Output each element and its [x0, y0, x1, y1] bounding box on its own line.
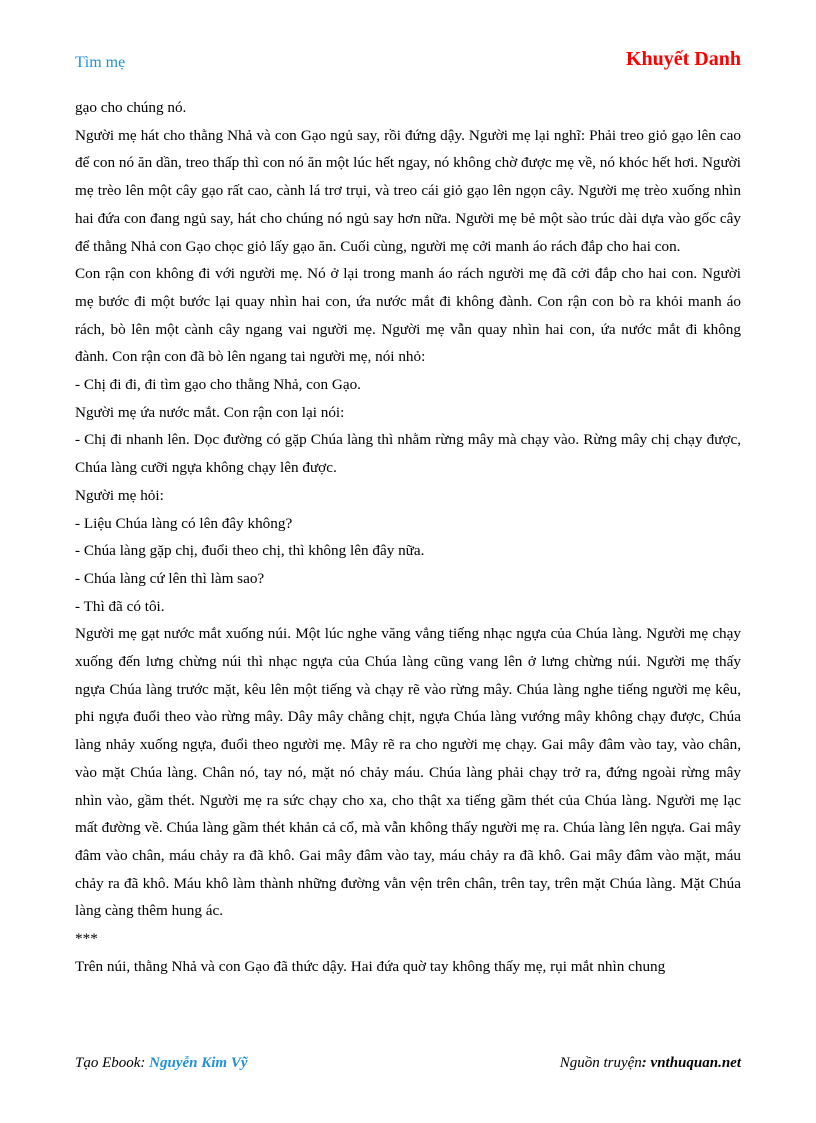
paragraph: Con rận con không đi với người mẹ. Nó ở lại trong manh áo rách người mẹ đã cởi đắp cho hai con. Người mẹ bước đi một bước lại quay nhìn hai con, ứa nước mắt đi không đành. Con rận con bò ra khỏi manh áo rách, bò lên một cành cây ngang vai người mẹ. Người mẹ vẫn quay nhìn hai con, ứa nước mắt đi không đành. Con rận con đã bò lên ngang tai người mẹ, nói nhỏ: — [75, 265, 741, 366]
paragraph: - Chúa làng gặp chị, đuổi theo chị, thì không lên đây nữa. — [75, 542, 425, 560]
paragraph: - Chúa làng cứ lên thì làm sao? — [75, 569, 265, 587]
paragraph: - Liệu Chúa làng có lên đây không? — [75, 514, 293, 532]
paragraph: Người mẹ hỏi: — [75, 486, 164, 504]
paragraph: Trên núi, thằng Nhả và con Gạo đã thức dậy. Hai đứa quờ tay không thấy mẹ, rụi mắt nhìn chung — [75, 957, 666, 975]
paragraph: - Chị đi đi, đi tìm gạo cho thằng Nhả, con Gạo. — [75, 376, 361, 394]
source-credit — [560, 1055, 741, 1072]
ebook-label: Tạo Ebook — [75, 1055, 141, 1071]
page-header — [75, 48, 741, 78]
ebook-credit — [75, 1055, 248, 1072]
paragraph: gạo cho chúng nó. — [75, 99, 187, 116]
story-title: Tìm mẹ — [75, 54, 126, 71]
source-label: Nguồn truyện — [559, 1055, 642, 1071]
paragraph: - Chị đi nhanh lên. Dọc đường có gặp Chúa làng thì nhằm rừng mây mà chạy vào. Rừng mây chị chạy được, Chúa làng cưỡi ngựa không chạy lên được. — [75, 431, 741, 477]
section-separator: *** — [75, 930, 98, 948]
source-separator: : — [641, 1055, 651, 1071]
ebook-creator-name: Nguyễn Kim Vỹ — [149, 1055, 248, 1071]
ebook-separator: : — [140, 1055, 150, 1071]
paragraph: Người mẹ hát cho thằng Nhả và con Gạo ngủ say, rồi đứng dậy. Người mẹ lại nghĩ: Phải treo giỏ gạo lên cao để con nó ăn dần, treo thấp thì con nó ăn một lúc hết ngay, nó không chờ được mẹ về, nó khóc hết hơi. Người mẹ trèo lên một cây gạo rất cao, cành lá trơ trụi, và treo cái giỏ gạo lên ngọn cây. Người mẹ trèo xuống nhìn hai đứa con đang ngủ say, hát cho chúng nó ngủ say hơn nữa. Người mẹ bẻ một sào trúc dài dựa vào gốc cây để thằng Nhả con Gạo chọc giỏ lấy gạo ăn. Cuối cùng, người mẹ cởi manh áo rách đắp cho hai con. — [75, 126, 741, 255]
paragraph: Người mẹ ứa nước mắt. Con rận con lại nói: — [75, 403, 345, 421]
source-site-name: vnthuquan.net — [650, 1055, 741, 1071]
page-footer — [75, 1055, 741, 1077]
paragraph: - Thì đã có tôi. — [75, 597, 165, 615]
author-name: Khuyết Danh — [625, 48, 741, 70]
story-body — [75, 94, 741, 981]
paragraph: Người mẹ gạt nước mắt xuống núi. Một lúc nghe văng vẳng tiếng nhạc ngựa của Chúa làng. Người mẹ chạy xuống đến lưng chừng núi thì nhạc ngựa của Chúa làng cũng vang lên ở lưng chừng núi. Người mẹ thấy ngựa Chúa làng trước mặt, kêu lên một tiếng và chạy rẽ vào rừng mây. Chúa làng nghe tiếng người mẹ kêu, phi ngựa đuổi theo vào rừng mây. Dây mây chằng chịt, ngựa Chúa làng vướng mây không chạy được, Chúa làng nhảy xuống ngựa, đuổi theo người mẹ. Mây rẽ ra cho người mẹ chạy. Gai mây đâm vào tay, vào chân, vào mặt Chúa làng. Chân nó, tay nó, mặt nó chảy máu. Chúa làng phải chạy trở ra, đứng ngoài rừng mây nhìn vào, gầm thét. Người mẹ ra sức chạy cho xa, cho thật xa tiếng gầm thét của Chúa làng. Người mẹ lạc mất đường về. Chúa làng gầm thét khản cả cổ, mà vẫn không thấy người mẹ ra. Chúa làng lên ngựa. Gai mây đâm vào chân, máu chảy ra đã khô. Gai mây đâm vào tay, máu chảy ra đã khô. Gai mây đâm vào mặt, máu chảy ra đã khô. Máu khô làm thành những đường vằn vện trên chân, trên tay, trên mặt Chúa làng. Mặt Chúa làng càng thêm hung ác. — [75, 625, 741, 920]
